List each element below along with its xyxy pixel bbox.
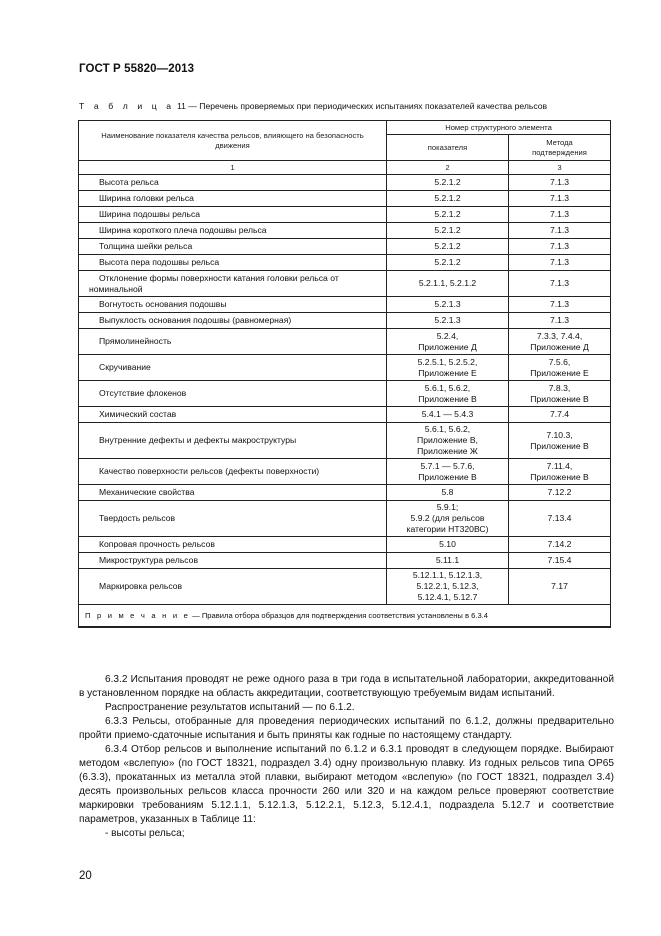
- indicator-name-cell: Внутренние дефекты и дефекты макроструктуры: [79, 423, 387, 459]
- header-indicator: показателя: [387, 135, 509, 161]
- table-row: [79, 329, 611, 355]
- indicator-name-cell: Вогнутость основания подошвы: [79, 297, 387, 313]
- table-caption: [79, 101, 547, 111]
- header-method: Метода подтверждения: [509, 135, 611, 161]
- indicator-number-cell: 5.12.1.1, 5.12.1.3, 5.12.2.1, 5.12.3, 5.12.4.1, 5.12.7: [387, 569, 509, 605]
- method-number-cell: 7.1.3: [509, 175, 611, 191]
- indicator-number-cell: 5.4.1 — 5.4.3: [387, 407, 509, 423]
- indicator-name-cell: Копровая прочность рельсов: [79, 537, 387, 553]
- indicator-name-cell: Высота пера подошвы рельса: [79, 255, 387, 271]
- paragraph-distribution: Распространение результатов испытаний — по 6.1.2.: [105, 702, 355, 713]
- indicator-name-cell: Ширина короткого плеча подошвы рельса: [79, 223, 387, 239]
- table-row: [79, 271, 611, 297]
- method-number-cell: 7.14.2: [509, 537, 611, 553]
- table-row: [79, 207, 611, 223]
- paragraph-6-3-2: 6.3.2 Испытания проводят не реже одного раза в три года в испытательной лаборатории, аккредитованной в установленном порядке на область аккредитации, соответствующую требуемым видам испытаний.: [79, 674, 614, 699]
- table-row: [79, 355, 611, 381]
- table-row: [79, 239, 611, 255]
- caption-label: Т а б л и ц а: [79, 101, 175, 111]
- indicator-name-cell: Отсутствие флокенов: [79, 381, 387, 407]
- method-number-cell: 7.3.3, 7.4.4, Приложение Д: [509, 329, 611, 355]
- column-number: 3: [509, 161, 611, 175]
- indicator-number-cell: 5.2.1.3: [387, 313, 509, 329]
- indicator-number-cell: 5.2.1.2: [387, 239, 509, 255]
- table-row: [79, 191, 611, 207]
- method-number-cell: 7.1.3: [509, 223, 611, 239]
- method-number-cell: 7.8.3, Приложение В: [509, 381, 611, 407]
- table-row: [79, 423, 611, 459]
- header-indicator-name: Наименование показателя качества рельсов, влияющего на безопасность движения: [79, 121, 387, 161]
- method-number-cell: 7.1.3: [509, 271, 611, 297]
- table-row: [79, 459, 611, 485]
- indicator-name-cell: Микроструктура рельсов: [79, 553, 387, 569]
- indicator-name-cell: Высота рельса: [79, 175, 387, 191]
- indicator-number-cell: 5.2.1.1, 5.2.1.2: [387, 271, 509, 297]
- document-header: ГОСТ Р 55820—2013: [79, 63, 195, 75]
- method-number-cell: 7.12.2: [509, 485, 611, 501]
- indicator-number-cell: 5.2.5.1, 5.2.5.2, Приложение Е: [387, 355, 509, 381]
- indicator-number-cell: 5.11.1: [387, 553, 509, 569]
- indicator-name-cell: Качество поверхности рельсов (дефекты поверхности): [79, 459, 387, 485]
- table-row: [79, 569, 611, 605]
- header-structural-element: Номер структурного элемента: [387, 121, 611, 135]
- indicator-name-cell: Ширина головки рельса: [79, 191, 387, 207]
- inspection-table: [78, 120, 611, 628]
- indicator-number-cell: 5.2.1.3: [387, 297, 509, 313]
- table-row: [79, 255, 611, 271]
- method-number-cell: 7.1.3: [509, 207, 611, 223]
- table-row: [79, 313, 611, 329]
- table-row: [79, 501, 611, 537]
- indicator-name-cell: Маркировка рельсов: [79, 569, 387, 605]
- method-number-cell: 7.1.3: [509, 313, 611, 329]
- method-number-cell: 7.11.4, Приложение В: [509, 459, 611, 485]
- method-number-cell: 7.5.6, Приложение Е: [509, 355, 611, 381]
- note-label: П р и м е ч а н и е: [85, 610, 190, 620]
- indicator-name-cell: Толщина шейки рельса: [79, 239, 387, 255]
- indicator-name-cell: Механические свойства: [79, 485, 387, 501]
- method-number-cell: 7.17: [509, 569, 611, 605]
- indicator-name-cell: Прямолинейность: [79, 329, 387, 355]
- method-number-cell: 7.15.4: [509, 553, 611, 569]
- indicator-number-cell: 5.2.1.2: [387, 255, 509, 271]
- indicator-name-cell: Отклонение формы поверхности катания головки рельса от номинальной: [79, 271, 387, 297]
- indicator-number-cell: 5.8: [387, 485, 509, 501]
- method-number-cell: 7.1.3: [509, 239, 611, 255]
- indicator-name-cell: Твердость рельсов: [79, 501, 387, 537]
- table-row: [79, 553, 611, 569]
- method-number-cell: 7.1.3: [509, 255, 611, 271]
- column-number: 1: [79, 161, 387, 175]
- column-number: 2: [387, 161, 509, 175]
- page-number: 20: [79, 870, 92, 882]
- method-number-cell: 7.1.3: [509, 297, 611, 313]
- table-row: [79, 297, 611, 313]
- method-number-cell: 7.1.3: [509, 191, 611, 207]
- table-row: [79, 537, 611, 553]
- method-number-cell: 7.7.4: [509, 407, 611, 423]
- table-note: [79, 605, 611, 627]
- table-row: [79, 407, 611, 423]
- indicator-number-cell: 5.6.1, 5.6.2, Приложение В, Приложение Ж: [387, 423, 509, 459]
- table-row: [79, 223, 611, 239]
- indicator-name-cell: Ширина подошвы рельса: [79, 207, 387, 223]
- note-text: — Правила отбора образцов для подтверждения соответствия установлены в 6.3.4: [192, 610, 489, 620]
- caption-text: — Перечень проверяемых при периодических испытаниях показателей качества рельсов: [188, 101, 548, 111]
- method-number-cell: 7.13.4: [509, 501, 611, 537]
- method-number-cell: 7.10.3, Приложение В: [509, 423, 611, 459]
- indicator-name-cell: Скручивание: [79, 355, 387, 381]
- indicator-number-cell: 5.2.1.2: [387, 191, 509, 207]
- indicator-number-cell: 5.6.1, 5.6.2, Приложение В: [387, 381, 509, 407]
- caption-number: 11: [176, 101, 186, 111]
- paragraph-6-3-4: 6.3.4 Отбор рельсов и выполнение испытаний по 6.1.2 и 6.3.1 проводят в следующем порядке. Выбирают методом «вслепую» (по ГОСТ 18321, подраздел 3.4) одну произвольную плавку. Из годных рельсов типа ОР65 (6.3.3), прокатанных из металла этой плавки, выбирают методом «вслепую» (по ГОСТ 18321, подраздел 3.4) десять произвольных рельсов класса прочности 260 или 320 и на каждом рельсе проверяют соответствие маркировки требованиям 5.12.1.1, 5.12.1.3, 5.12.2.1, 5.12.3, 5.12.4.1, подраздела 5.12.7 и соответствие параметров, указанных в Таблице 11:: [79, 744, 614, 825]
- table-row: [79, 175, 611, 191]
- indicator-number-cell: 5.2.1.2: [387, 207, 509, 223]
- indicator-number-cell: 5.2.1.2: [387, 175, 509, 191]
- body-text: [79, 673, 614, 841]
- indicator-number-cell: 5.9.1; 5.9.2 (для рельсов категории НТ320ВС): [387, 501, 509, 537]
- table-row: [79, 381, 611, 407]
- indicator-number-cell: 5.7.1 — 5.7.6, Приложение В: [387, 459, 509, 485]
- indicator-number-cell: 5.2.1.2: [387, 223, 509, 239]
- table-row: [79, 485, 611, 501]
- indicator-name-cell: Химический состав: [79, 407, 387, 423]
- paragraph-6-3-3: 6.3.3 Рельсы, отобранные для проведения периодических испытаний по 6.1.2, должны предварительно пройти приемо-сдаточные испытания и быть приняты как годные по настоящему стандарту.: [79, 716, 614, 741]
- indicator-name-cell: Выпуклость основания подошвы (равномерная): [79, 313, 387, 329]
- list-item-rail-height: - высоты рельса;: [105, 828, 185, 839]
- indicator-number-cell: 5.10: [387, 537, 509, 553]
- indicator-number-cell: 5.2.4, Приложение Д: [387, 329, 509, 355]
